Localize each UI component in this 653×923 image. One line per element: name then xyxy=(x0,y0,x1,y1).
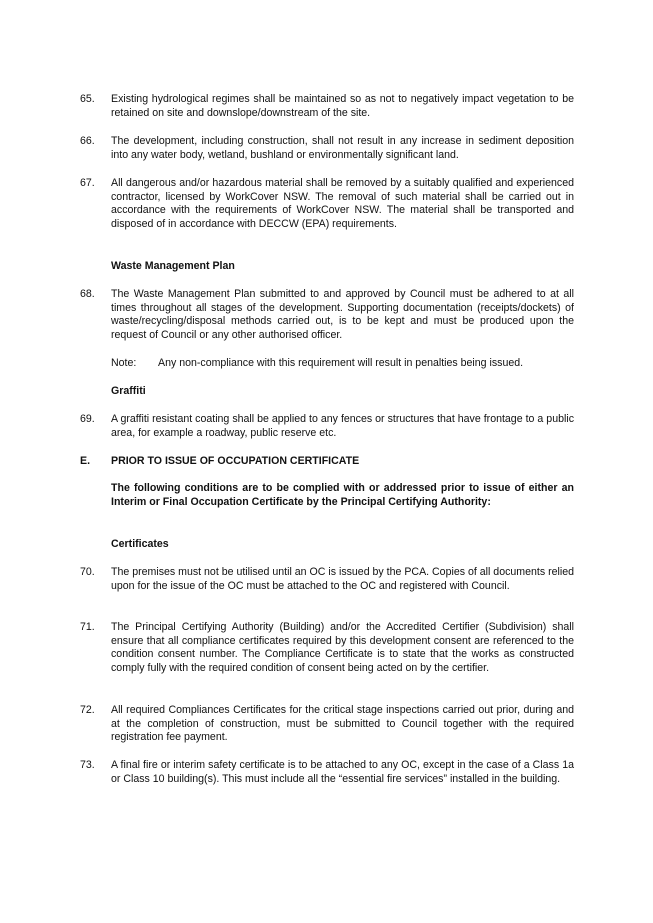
condition-number: 69. xyxy=(80,413,95,425)
condition-text: The Principal Certifying Authority (Building) and/or the Accredited Certifier (Subdivision) shall ensure that all compliance certificates required by this development consent are referenced to the condition consent number. The Compliance Certificate is to state that the works as constructed comply fully with the required condition of consent being acted on by the certifier. xyxy=(111,621,574,674)
condition-text: Existing hydrological regimes shall be maintained so as not to negatively impact vegetation to be retained on site and downslope/downstream of the site. xyxy=(111,93,574,119)
condition-number: 67. xyxy=(80,177,95,189)
condition-text: The premises must not be utilised until an OC is issued by the PCA. Copies of all documents relied upon for the issue of the OC must be attached to the OC and registered with Council. xyxy=(111,566,574,592)
condition-text: The Waste Management Plan submitted to and approved by Council must be adhered to at all times throughout all stages of the development. Supporting documentation (receipts/dockets) of waste/recycling/disposal methods carried out, is to be kept and must be produced upon the request of Council or any other authorised officer. xyxy=(111,288,574,341)
heading-certificates: Certificates xyxy=(111,538,169,550)
condition-number: 72. xyxy=(80,704,95,716)
condition-text: All required Compliances Certificates for the critical stage inspections carried out prior, during and at the completion of construction, must be submitted to Council together with the required registration fee payment. xyxy=(111,704,574,744)
section-intro: The following conditions are to be complied with or addressed prior to issue of either an Interim or Final Occupation Certificate by the Principal Certifying Authority: xyxy=(111,482,574,508)
condition-text: The development, including construction, shall not result in any increase in sediment deposition into any water body, wetland, bushland or environmentally significant land. xyxy=(111,135,574,161)
note-label: Note: xyxy=(111,357,137,369)
condition-text: All dangerous and/or hazardous material shall be removed by a suitably qualified and experienced contractor, licensed by WorkCover NSW. The removal of such material shall be carried out in accordance with the requirements of WorkCover NSW. The material shall be transported and disposed of in accordance with DECCW (EPA) requirements. xyxy=(111,177,574,230)
condition-text: A final fire or interim safety certificate is to be attached to any OC, except in the case of a Class 1a or Class 10 building(s). This must include all the “essential fire services” installed in the building. xyxy=(111,759,574,785)
condition-number: 73. xyxy=(80,759,95,771)
condition-text: A graffiti resistant coating shall be applied to any fences or structures that have frontage to a public area, for example a roadway, public reserve etc. xyxy=(111,413,574,439)
note-text: Any non-compliance with this requirement will result in penalties being issued. xyxy=(158,357,524,369)
section-letter: E. xyxy=(80,455,91,467)
condition-number: 68. xyxy=(80,288,95,300)
condition-number: 71. xyxy=(80,621,95,633)
section-title: PRIOR TO ISSUE OF OCCUPATION CERTIFICATE xyxy=(111,455,360,467)
condition-number: 65. xyxy=(80,93,95,105)
heading-waste-management-plan: Waste Management Plan xyxy=(111,260,235,272)
condition-number: 70. xyxy=(80,566,95,578)
heading-graffiti: Graffiti xyxy=(111,385,146,397)
condition-number: 66. xyxy=(80,135,95,147)
